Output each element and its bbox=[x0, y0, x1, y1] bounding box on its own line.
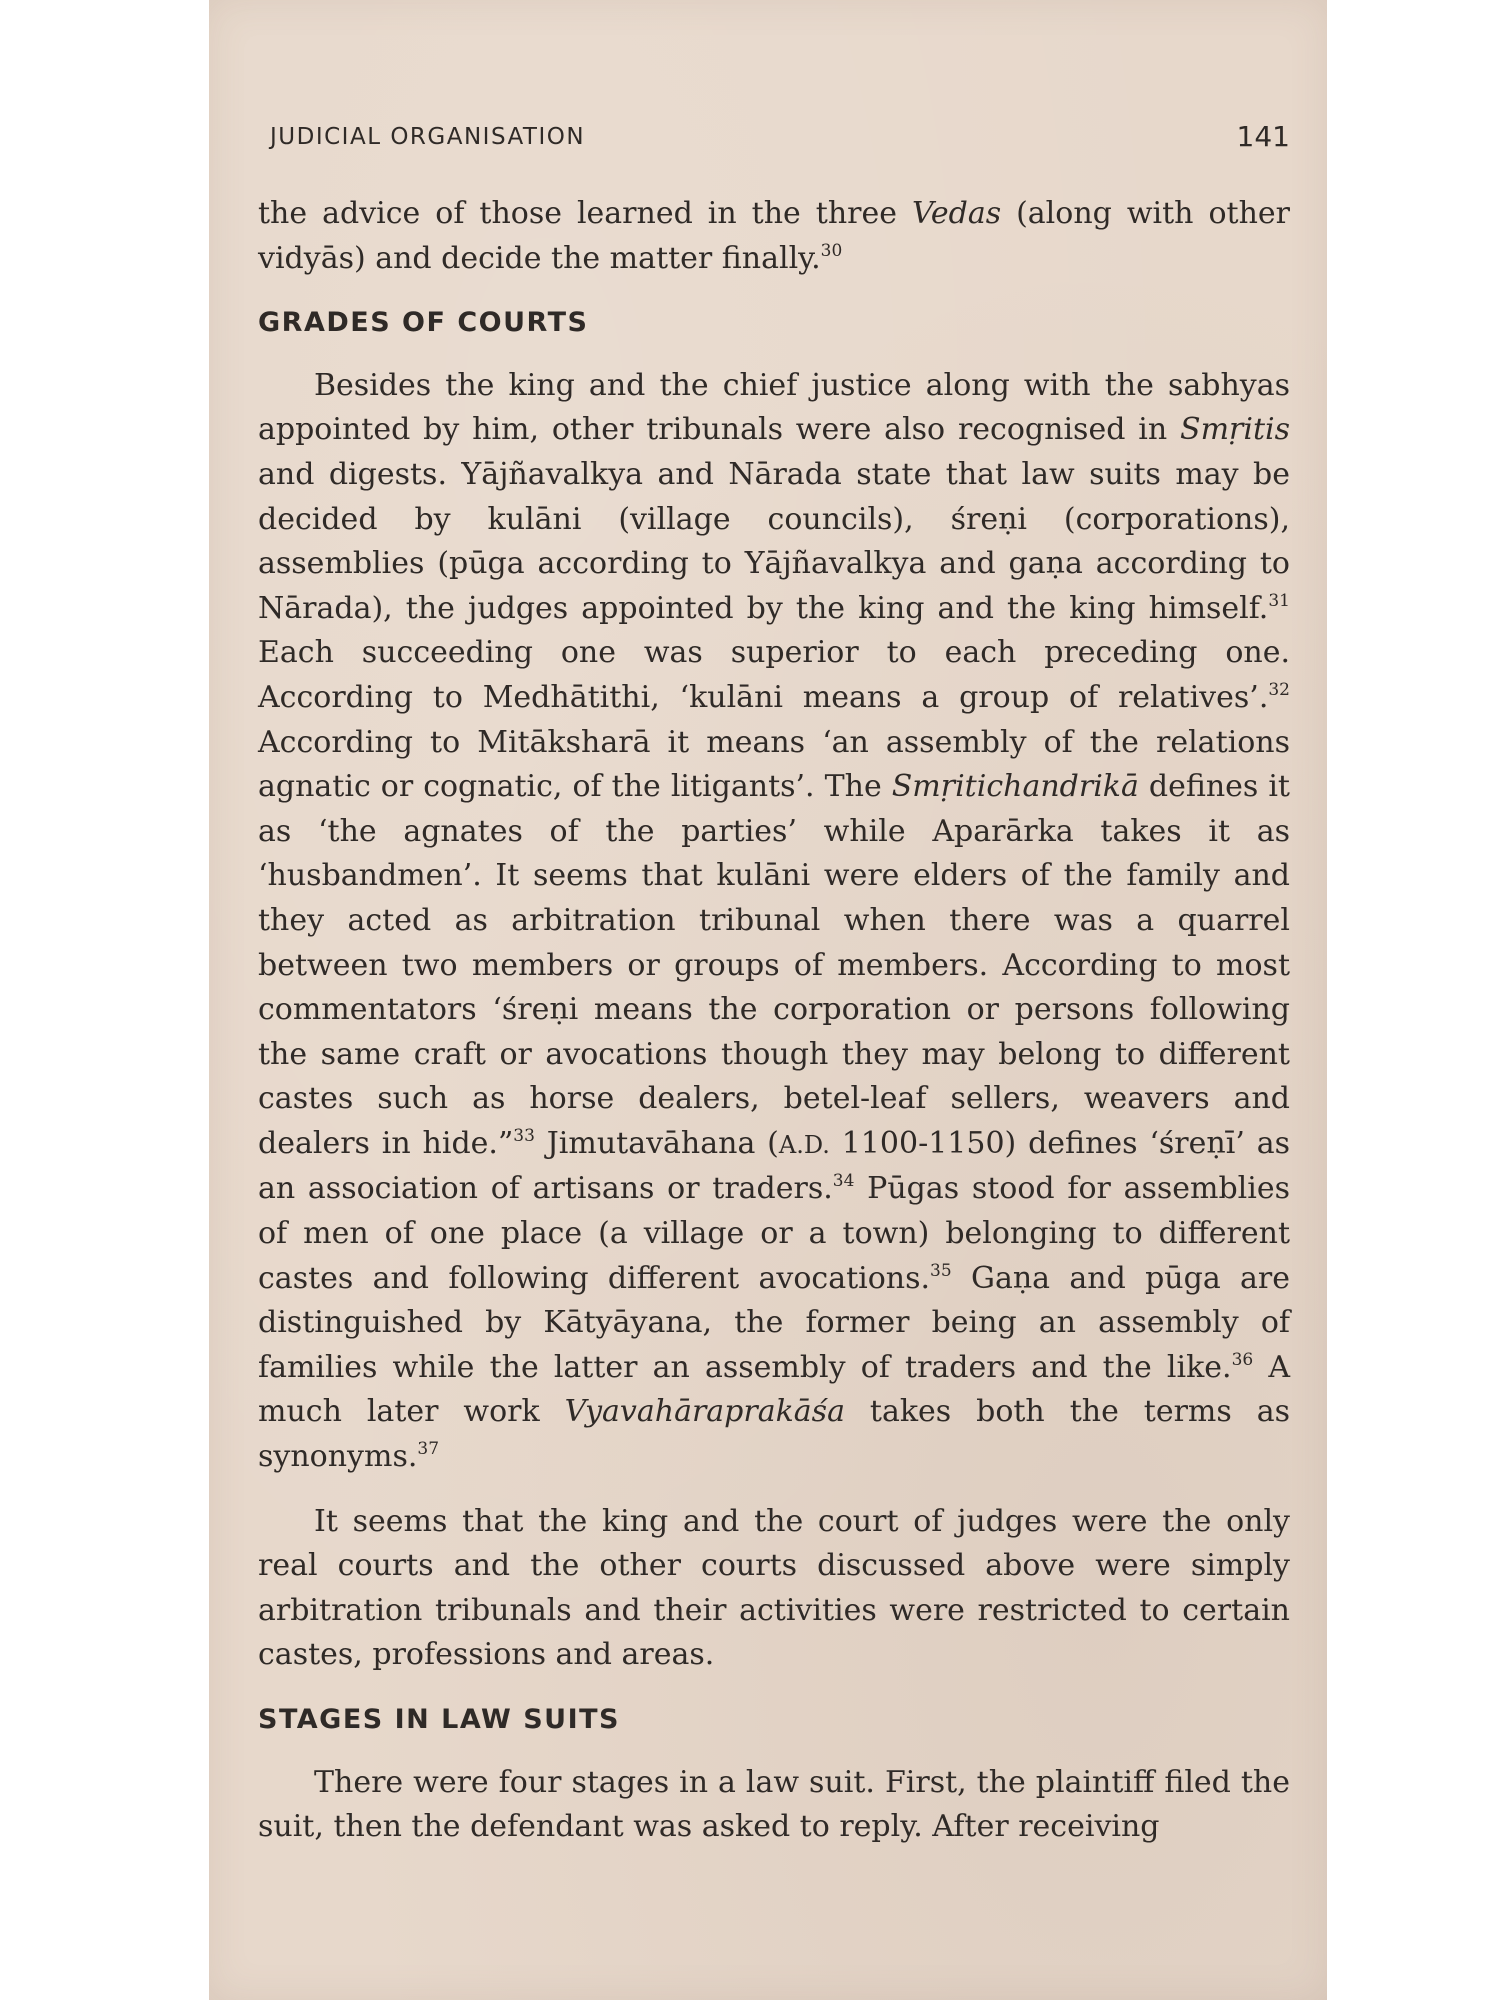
footnote-ref: 32 bbox=[1268, 679, 1290, 700]
text-run: According to Mitāksharā it means ‘an assembly of the relations agnatic or cognatic, of the litigants’. The bbox=[258, 724, 1290, 805]
text-run: 1100-1150) defines ‘śreṇī’ as an association of artisans or traders. bbox=[258, 1125, 1290, 1207]
footnote-ref: 31 bbox=[1268, 590, 1290, 611]
text-run: A much later work bbox=[258, 1349, 1290, 1430]
section-heading-stages-in-law-suits: STAGES IN LAW SUITS bbox=[258, 1704, 621, 1735]
footnote-ref: 34 bbox=[832, 1171, 855, 1192]
footnote-ref: 36 bbox=[1231, 1349, 1254, 1370]
text-run: the advice of those learned in the three bbox=[258, 196, 912, 231]
italic-term: Smṛitis bbox=[1180, 412, 1290, 448]
footnote-ref: 30 bbox=[820, 240, 843, 261]
text-run: There were four stages in a law suit. First, the plaintiff filed the suit, then the defendant was asked to reply. After receiving bbox=[258, 1764, 1290, 1845]
paragraph-1 bbox=[258, 192, 1290, 281]
paragraph-2 bbox=[258, 364, 1290, 1480]
text-run: Pūgas stood for assemblies of men of one place (a village or a town) belonging to different castes and following different avocations. bbox=[258, 1171, 1290, 1296]
text-run: Jimutavāhana ( bbox=[534, 1125, 779, 1161]
page-body bbox=[258, 192, 1290, 1850]
italic-term: Smṛitichandrikā bbox=[891, 769, 1139, 805]
text-run: (along with other vidyās) and decide the matter finally. bbox=[258, 196, 1290, 276]
text-run: It seems that the king and the court of judges were the only real courts and the other courts discussed above were simply arbitration tribunals and their activities were restricted to certain castes, professions and areas. bbox=[258, 1503, 1290, 1673]
text-run: Each succeeding one was superior to each preceding one. According to Medhātithi, ‘kulāni means a group of relatives’. bbox=[258, 635, 1290, 715]
page-number: 141 bbox=[1236, 120, 1290, 153]
text-run: and digests. Yājñavalkya and Nārada state that law suits may be decided by kulāni (village councils), śreṇi (corporations), assemblies (pūga according to Yājñavalkya and gaṇa according to Nārada), the judges appointed by the king and the king himself. bbox=[258, 456, 1290, 626]
text-run: Gaṇa and pūga are distinguished by Kātyāyana, the former being an assembly of families while the latter an assembly of traders and the like. bbox=[258, 1260, 1290, 1385]
running-title: JUDICIAL ORGANISATION bbox=[270, 124, 586, 150]
section-heading-grades-of-courts: GRADES OF COURTS bbox=[258, 307, 589, 339]
footnote-ref: 35 bbox=[930, 1260, 952, 1281]
paragraph-4 bbox=[258, 1761, 1290, 1850]
era-abbreviation: A.D. bbox=[778, 1130, 830, 1159]
italic-term: Vyavahāraprakāśa bbox=[564, 1394, 845, 1430]
text-run: Besides the king and the chief justice along with the sabhyas appointed by him, other tribunals were also recognised in bbox=[258, 367, 1290, 448]
text-run: takes both the terms as synonyms. bbox=[258, 1394, 1291, 1475]
footnote-ref: 37 bbox=[417, 1439, 440, 1460]
page-header bbox=[270, 120, 1290, 160]
text-run: defines it as ‘the agnates of the parties’ while Aparārka takes it as ‘husbandmen’. It seems that kulāni were elders of the family and they acted as arbitration tribunal when there was a quarrel between two members or groups of members. According to most commentators ‘śreṇi means the corporation or persons following the same craft or avocations though they may belong to different castes such as horse dealers, betel-leaf sellers, weavers and dealers in hide.” bbox=[258, 769, 1290, 1161]
footnote-ref: 33 bbox=[513, 1125, 535, 1146]
paragraph-3 bbox=[258, 1500, 1290, 1678]
italic-term: Vedas bbox=[911, 196, 1002, 231]
